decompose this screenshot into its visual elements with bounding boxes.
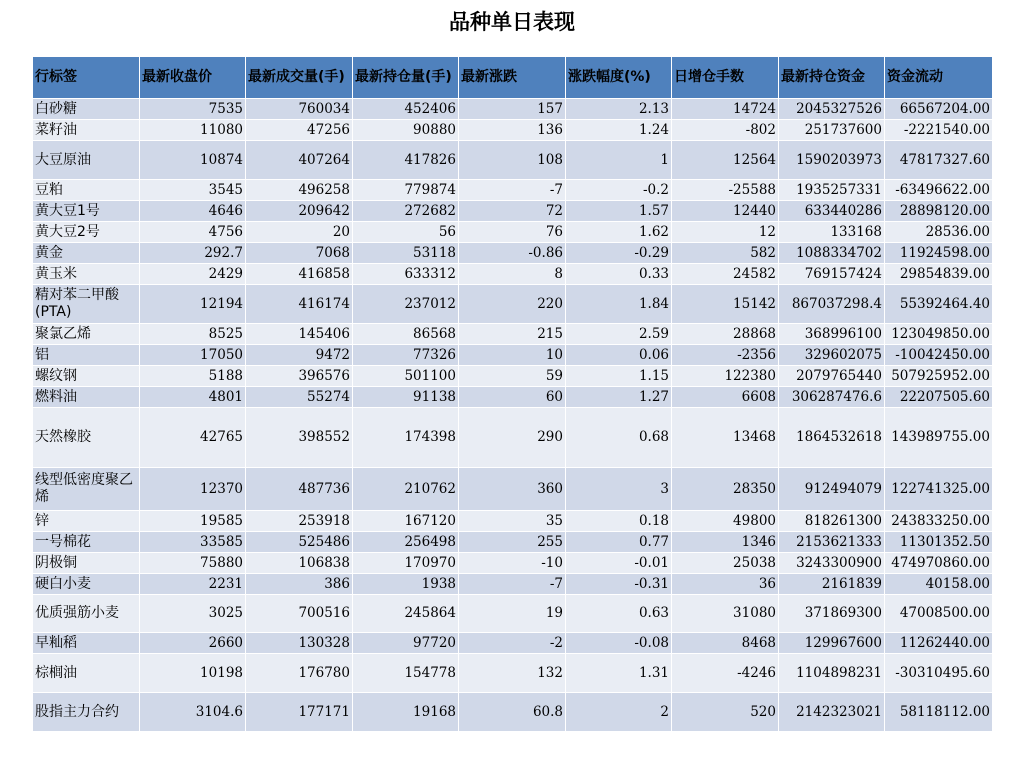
cell-close: 42765 — [140, 408, 246, 468]
cell-label: 一号棉花 — [33, 532, 140, 553]
cell-change: 157 — [459, 99, 566, 120]
cell-volume: 47256 — [246, 120, 353, 141]
cell-flow: 243833250.00 — [885, 511, 993, 532]
cell-change: 60 — [459, 387, 566, 408]
col-header-change-pct: 涨跌幅度(%) — [566, 57, 672, 99]
cell-capital: 633440286 — [779, 201, 885, 222]
cell-open-interest: 97720 — [353, 633, 459, 654]
cell-capital: 2045327526 — [779, 99, 885, 120]
col-header-volume: 最新成交量(手) — [246, 57, 353, 99]
cell-change: -10 — [459, 553, 566, 574]
table-row — [33, 222, 993, 243]
cell-oi-change: 8468 — [672, 633, 779, 654]
cell-label: 硬白小麦 — [33, 574, 140, 595]
cell-oi-change: -2356 — [672, 345, 779, 366]
cell-volume: 106838 — [246, 553, 353, 574]
cell-open-interest: 272682 — [353, 201, 459, 222]
cell-capital: 329602075 — [779, 345, 885, 366]
cell-label: 黄大豆2号 — [33, 222, 140, 243]
cell-oi-change: 15142 — [672, 285, 779, 324]
cell-capital: 251737600 — [779, 120, 885, 141]
header-row — [33, 57, 993, 99]
cell-open-interest: 154778 — [353, 654, 459, 693]
cell-volume: 386 — [246, 574, 353, 595]
cell-open-interest: 56 — [353, 222, 459, 243]
cell-close: 17050 — [140, 345, 246, 366]
cell-volume: 398552 — [246, 408, 353, 468]
cell-label: 早籼稻 — [33, 633, 140, 654]
cell-change-pct: 1.62 — [566, 222, 672, 243]
cell-capital: 2153621333 — [779, 532, 885, 553]
cell-change-pct: -0.29 — [566, 243, 672, 264]
cell-oi-change: 14724 — [672, 99, 779, 120]
cell-label: 优质强筋小麦 — [33, 595, 140, 633]
cell-change: 59 — [459, 366, 566, 387]
cell-oi-change: 12 — [672, 222, 779, 243]
cell-capital: 2161839 — [779, 574, 885, 595]
cell-oi-change: 24582 — [672, 264, 779, 285]
cell-label: 豆粕 — [33, 180, 140, 201]
cell-volume: 145406 — [246, 324, 353, 345]
cell-volume: 130328 — [246, 633, 353, 654]
cell-open-interest: 256498 — [353, 532, 459, 553]
cell-change: 108 — [459, 141, 566, 180]
cell-open-interest: 91138 — [353, 387, 459, 408]
cell-change-pct: 2 — [566, 693, 672, 732]
table-body — [33, 99, 993, 732]
cell-close: 10874 — [140, 141, 246, 180]
cell-change: 220 — [459, 285, 566, 324]
cell-volume: 496258 — [246, 180, 353, 201]
cell-close: 2231 — [140, 574, 246, 595]
table-row — [33, 595, 993, 633]
cell-close: 7535 — [140, 99, 246, 120]
cell-change: 136 — [459, 120, 566, 141]
cell-oi-change: 12564 — [672, 141, 779, 180]
cell-oi-change: -4246 — [672, 654, 779, 693]
table-row — [33, 511, 993, 532]
cell-open-interest: 90880 — [353, 120, 459, 141]
cell-volume: 487736 — [246, 468, 353, 511]
cell-change-pct: -0.01 — [566, 553, 672, 574]
cell-capital: 2142323021 — [779, 693, 885, 732]
cell-flow: 143989755.00 — [885, 408, 993, 468]
cell-change-pct: 0.68 — [566, 408, 672, 468]
cell-flow: 11262440.00 — [885, 633, 993, 654]
cell-change: 360 — [459, 468, 566, 511]
table-row — [33, 693, 993, 732]
table-row — [33, 141, 993, 180]
cell-change: 132 — [459, 654, 566, 693]
cell-capital: 129967600 — [779, 633, 885, 654]
col-header-open-interest: 最新持仓量(手) — [353, 57, 459, 99]
cell-close: 4646 — [140, 201, 246, 222]
page-title: 品种单日表现 — [449, 10, 575, 34]
cell-label: 白砂糖 — [33, 99, 140, 120]
cell-change-pct: 1.57 — [566, 201, 672, 222]
cell-change: 19 — [459, 595, 566, 633]
table-row — [33, 120, 993, 141]
cell-close: 5188 — [140, 366, 246, 387]
cell-oi-change: 122380 — [672, 366, 779, 387]
cell-label: 聚氯乙烯 — [33, 324, 140, 345]
cell-volume: 700516 — [246, 595, 353, 633]
cell-flow: 507925952.00 — [885, 366, 993, 387]
cell-capital: 1104898231 — [779, 654, 885, 693]
cell-volume: 55274 — [246, 387, 353, 408]
cell-change: -7 — [459, 180, 566, 201]
cell-capital: 3243300900 — [779, 553, 885, 574]
cell-oi-change: 6608 — [672, 387, 779, 408]
cell-close: 8525 — [140, 324, 246, 345]
table-row — [33, 243, 993, 264]
cell-change: 76 — [459, 222, 566, 243]
cell-volume: 407264 — [246, 141, 353, 180]
cell-open-interest: 167120 — [353, 511, 459, 532]
col-header-change: 最新涨跌 — [459, 57, 566, 99]
cell-close: 19585 — [140, 511, 246, 532]
cell-open-interest: 77326 — [353, 345, 459, 366]
col-header-flow: 资金流动 — [885, 57, 993, 99]
cell-close: 2660 — [140, 633, 246, 654]
cell-capital: 306287476.6 — [779, 387, 885, 408]
cell-flow: 47008500.00 — [885, 595, 993, 633]
cell-flow: 47817327.60 — [885, 141, 993, 180]
cell-open-interest: 170970 — [353, 553, 459, 574]
cell-close: 33585 — [140, 532, 246, 553]
cell-volume: 416858 — [246, 264, 353, 285]
cell-volume: 760034 — [246, 99, 353, 120]
cell-open-interest: 19168 — [353, 693, 459, 732]
cell-volume: 253918 — [246, 511, 353, 532]
cell-oi-change: -25588 — [672, 180, 779, 201]
cell-open-interest: 245864 — [353, 595, 459, 633]
cell-flow: 123049850.00 — [885, 324, 993, 345]
cell-change-pct: 0.63 — [566, 595, 672, 633]
table-row — [33, 633, 993, 654]
cell-flow: 28536.00 — [885, 222, 993, 243]
cell-open-interest: 174398 — [353, 408, 459, 468]
cell-flow: 11301352.50 — [885, 532, 993, 553]
cell-label: 天然橡胶 — [33, 408, 140, 468]
cell-change-pct: -0.31 — [566, 574, 672, 595]
cell-flow: -63496622.00 — [885, 180, 993, 201]
cell-close: 292.7 — [140, 243, 246, 264]
cell-capital: 371869300 — [779, 595, 885, 633]
cell-change: -0.86 — [459, 243, 566, 264]
cell-volume: 525486 — [246, 532, 353, 553]
table-row — [33, 387, 993, 408]
cell-capital: 867037298.4 — [779, 285, 885, 324]
table-row — [33, 654, 993, 693]
cell-flow: 22207505.60 — [885, 387, 993, 408]
cell-label: 螺纹钢 — [33, 366, 140, 387]
cell-label: 黄金 — [33, 243, 140, 264]
cell-volume: 416174 — [246, 285, 353, 324]
cell-oi-change: 31080 — [672, 595, 779, 633]
cell-change: 60.8 — [459, 693, 566, 732]
cell-flow: 122741325.00 — [885, 468, 993, 511]
cell-volume: 396576 — [246, 366, 353, 387]
cell-label: 股指主力合约 — [33, 693, 140, 732]
cell-change-pct: 1.15 — [566, 366, 672, 387]
cell-oi-change: 582 — [672, 243, 779, 264]
cell-change: -2 — [459, 633, 566, 654]
cell-volume: 209642 — [246, 201, 353, 222]
cell-change-pct: 0.06 — [566, 345, 672, 366]
cell-volume: 9472 — [246, 345, 353, 366]
cell-oi-change: 13468 — [672, 408, 779, 468]
cell-label: 锌 — [33, 511, 140, 532]
cell-change-pct: 1.31 — [566, 654, 672, 693]
cell-change-pct: 1 — [566, 141, 672, 180]
cell-open-interest: 501100 — [353, 366, 459, 387]
cell-open-interest: 779874 — [353, 180, 459, 201]
data-table — [32, 56, 993, 732]
cell-open-interest: 633312 — [353, 264, 459, 285]
cell-close: 3104.6 — [140, 693, 246, 732]
cell-close: 4801 — [140, 387, 246, 408]
cell-label: 线型低密度聚乙烯 — [33, 468, 140, 511]
table-row — [33, 345, 993, 366]
cell-flow: 29854839.00 — [885, 264, 993, 285]
cell-change-pct: 0.77 — [566, 532, 672, 553]
cell-capital: 912494079 — [779, 468, 885, 511]
cell-open-interest: 452406 — [353, 99, 459, 120]
cell-open-interest: 210762 — [353, 468, 459, 511]
cell-oi-change: 520 — [672, 693, 779, 732]
table-row — [33, 324, 993, 345]
cell-volume: 176780 — [246, 654, 353, 693]
cell-close: 12194 — [140, 285, 246, 324]
table-row — [33, 408, 993, 468]
cell-capital: 368996100 — [779, 324, 885, 345]
cell-change: -7 — [459, 574, 566, 595]
cell-capital: 2079765440 — [779, 366, 885, 387]
cell-open-interest: 86568 — [353, 324, 459, 345]
cell-change-pct: 1.27 — [566, 387, 672, 408]
cell-label: 大豆原油 — [33, 141, 140, 180]
cell-label: 黄玉米 — [33, 264, 140, 285]
cell-open-interest: 417826 — [353, 141, 459, 180]
cell-flow: 66567204.00 — [885, 99, 993, 120]
table-row — [33, 553, 993, 574]
cell-flow: 58118112.00 — [885, 693, 993, 732]
cell-label: 黄大豆1号 — [33, 201, 140, 222]
cell-oi-change: 12440 — [672, 201, 779, 222]
cell-flow: -30310495.60 — [885, 654, 993, 693]
table-row — [33, 468, 993, 511]
table-row — [33, 285, 993, 324]
cell-volume: 20 — [246, 222, 353, 243]
table-row — [33, 180, 993, 201]
table-row — [33, 201, 993, 222]
cell-oi-change: 28868 — [672, 324, 779, 345]
cell-close: 4756 — [140, 222, 246, 243]
cell-close: 11080 — [140, 120, 246, 141]
cell-close: 3545 — [140, 180, 246, 201]
cell-oi-change: 25038 — [672, 553, 779, 574]
cell-oi-change: 28350 — [672, 468, 779, 511]
cell-label: 铝 — [33, 345, 140, 366]
cell-change: 72 — [459, 201, 566, 222]
cell-change-pct: -0.2 — [566, 180, 672, 201]
cell-change: 8 — [459, 264, 566, 285]
cell-capital: 1935257331 — [779, 180, 885, 201]
cell-change-pct: 2.59 — [566, 324, 672, 345]
cell-capital: 133168 — [779, 222, 885, 243]
cell-close: 2429 — [140, 264, 246, 285]
table-row — [33, 366, 993, 387]
table-row — [33, 574, 993, 595]
cell-change-pct: 0.33 — [566, 264, 672, 285]
cell-flow: 11924598.00 — [885, 243, 993, 264]
cell-open-interest: 237012 — [353, 285, 459, 324]
cell-change-pct: -0.08 — [566, 633, 672, 654]
cell-close: 75880 — [140, 553, 246, 574]
cell-flow: -10042450.00 — [885, 345, 993, 366]
cell-capital: 769157424 — [779, 264, 885, 285]
cell-flow: 55392464.40 — [885, 285, 993, 324]
cell-open-interest: 53118 — [353, 243, 459, 264]
cell-capital: 1590203973 — [779, 141, 885, 180]
cell-capital: 1088334702 — [779, 243, 885, 264]
cell-oi-change: 36 — [672, 574, 779, 595]
col-header-label: 行标签 — [33, 57, 140, 99]
cell-change-pct: 1.84 — [566, 285, 672, 324]
cell-label: 精对苯二甲酸(PTA) — [33, 285, 140, 324]
cell-close: 3025 — [140, 595, 246, 633]
cell-change: 255 — [459, 532, 566, 553]
cell-flow: -2221540.00 — [885, 120, 993, 141]
cell-flow: 40158.00 — [885, 574, 993, 595]
cell-oi-change: 49800 — [672, 511, 779, 532]
col-header-oi-change: 日增仓手数 — [672, 57, 779, 99]
cell-label: 菜籽油 — [33, 120, 140, 141]
cell-flow: 474970860.00 — [885, 553, 993, 574]
cell-change-pct: 3 — [566, 468, 672, 511]
cell-change: 10 — [459, 345, 566, 366]
table-row — [33, 532, 993, 553]
cell-oi-change: 1346 — [672, 532, 779, 553]
cell-open-interest: 1938 — [353, 574, 459, 595]
table-row — [33, 99, 993, 120]
cell-change: 290 — [459, 408, 566, 468]
cell-capital: 1864532618 — [779, 408, 885, 468]
cell-close: 12370 — [140, 468, 246, 511]
cell-change-pct: 0.18 — [566, 511, 672, 532]
cell-label: 燃料油 — [33, 387, 140, 408]
cell-change: 215 — [459, 324, 566, 345]
cell-label: 阴极铜 — [33, 553, 140, 574]
cell-change-pct: 2.13 — [566, 99, 672, 120]
cell-close: 10198 — [140, 654, 246, 693]
col-header-capital: 最新持仓资金 — [779, 57, 885, 99]
col-header-close: 最新收盘价 — [140, 57, 246, 99]
cell-flow: 28898120.00 — [885, 201, 993, 222]
cell-volume: 177171 — [246, 693, 353, 732]
cell-change: 35 — [459, 511, 566, 532]
cell-capital: 818261300 — [779, 511, 885, 532]
table-row — [33, 264, 993, 285]
cell-label: 棕榈油 — [33, 654, 140, 693]
cell-change-pct: 1.24 — [566, 120, 672, 141]
cell-oi-change: -802 — [672, 120, 779, 141]
cell-volume: 7068 — [246, 243, 353, 264]
